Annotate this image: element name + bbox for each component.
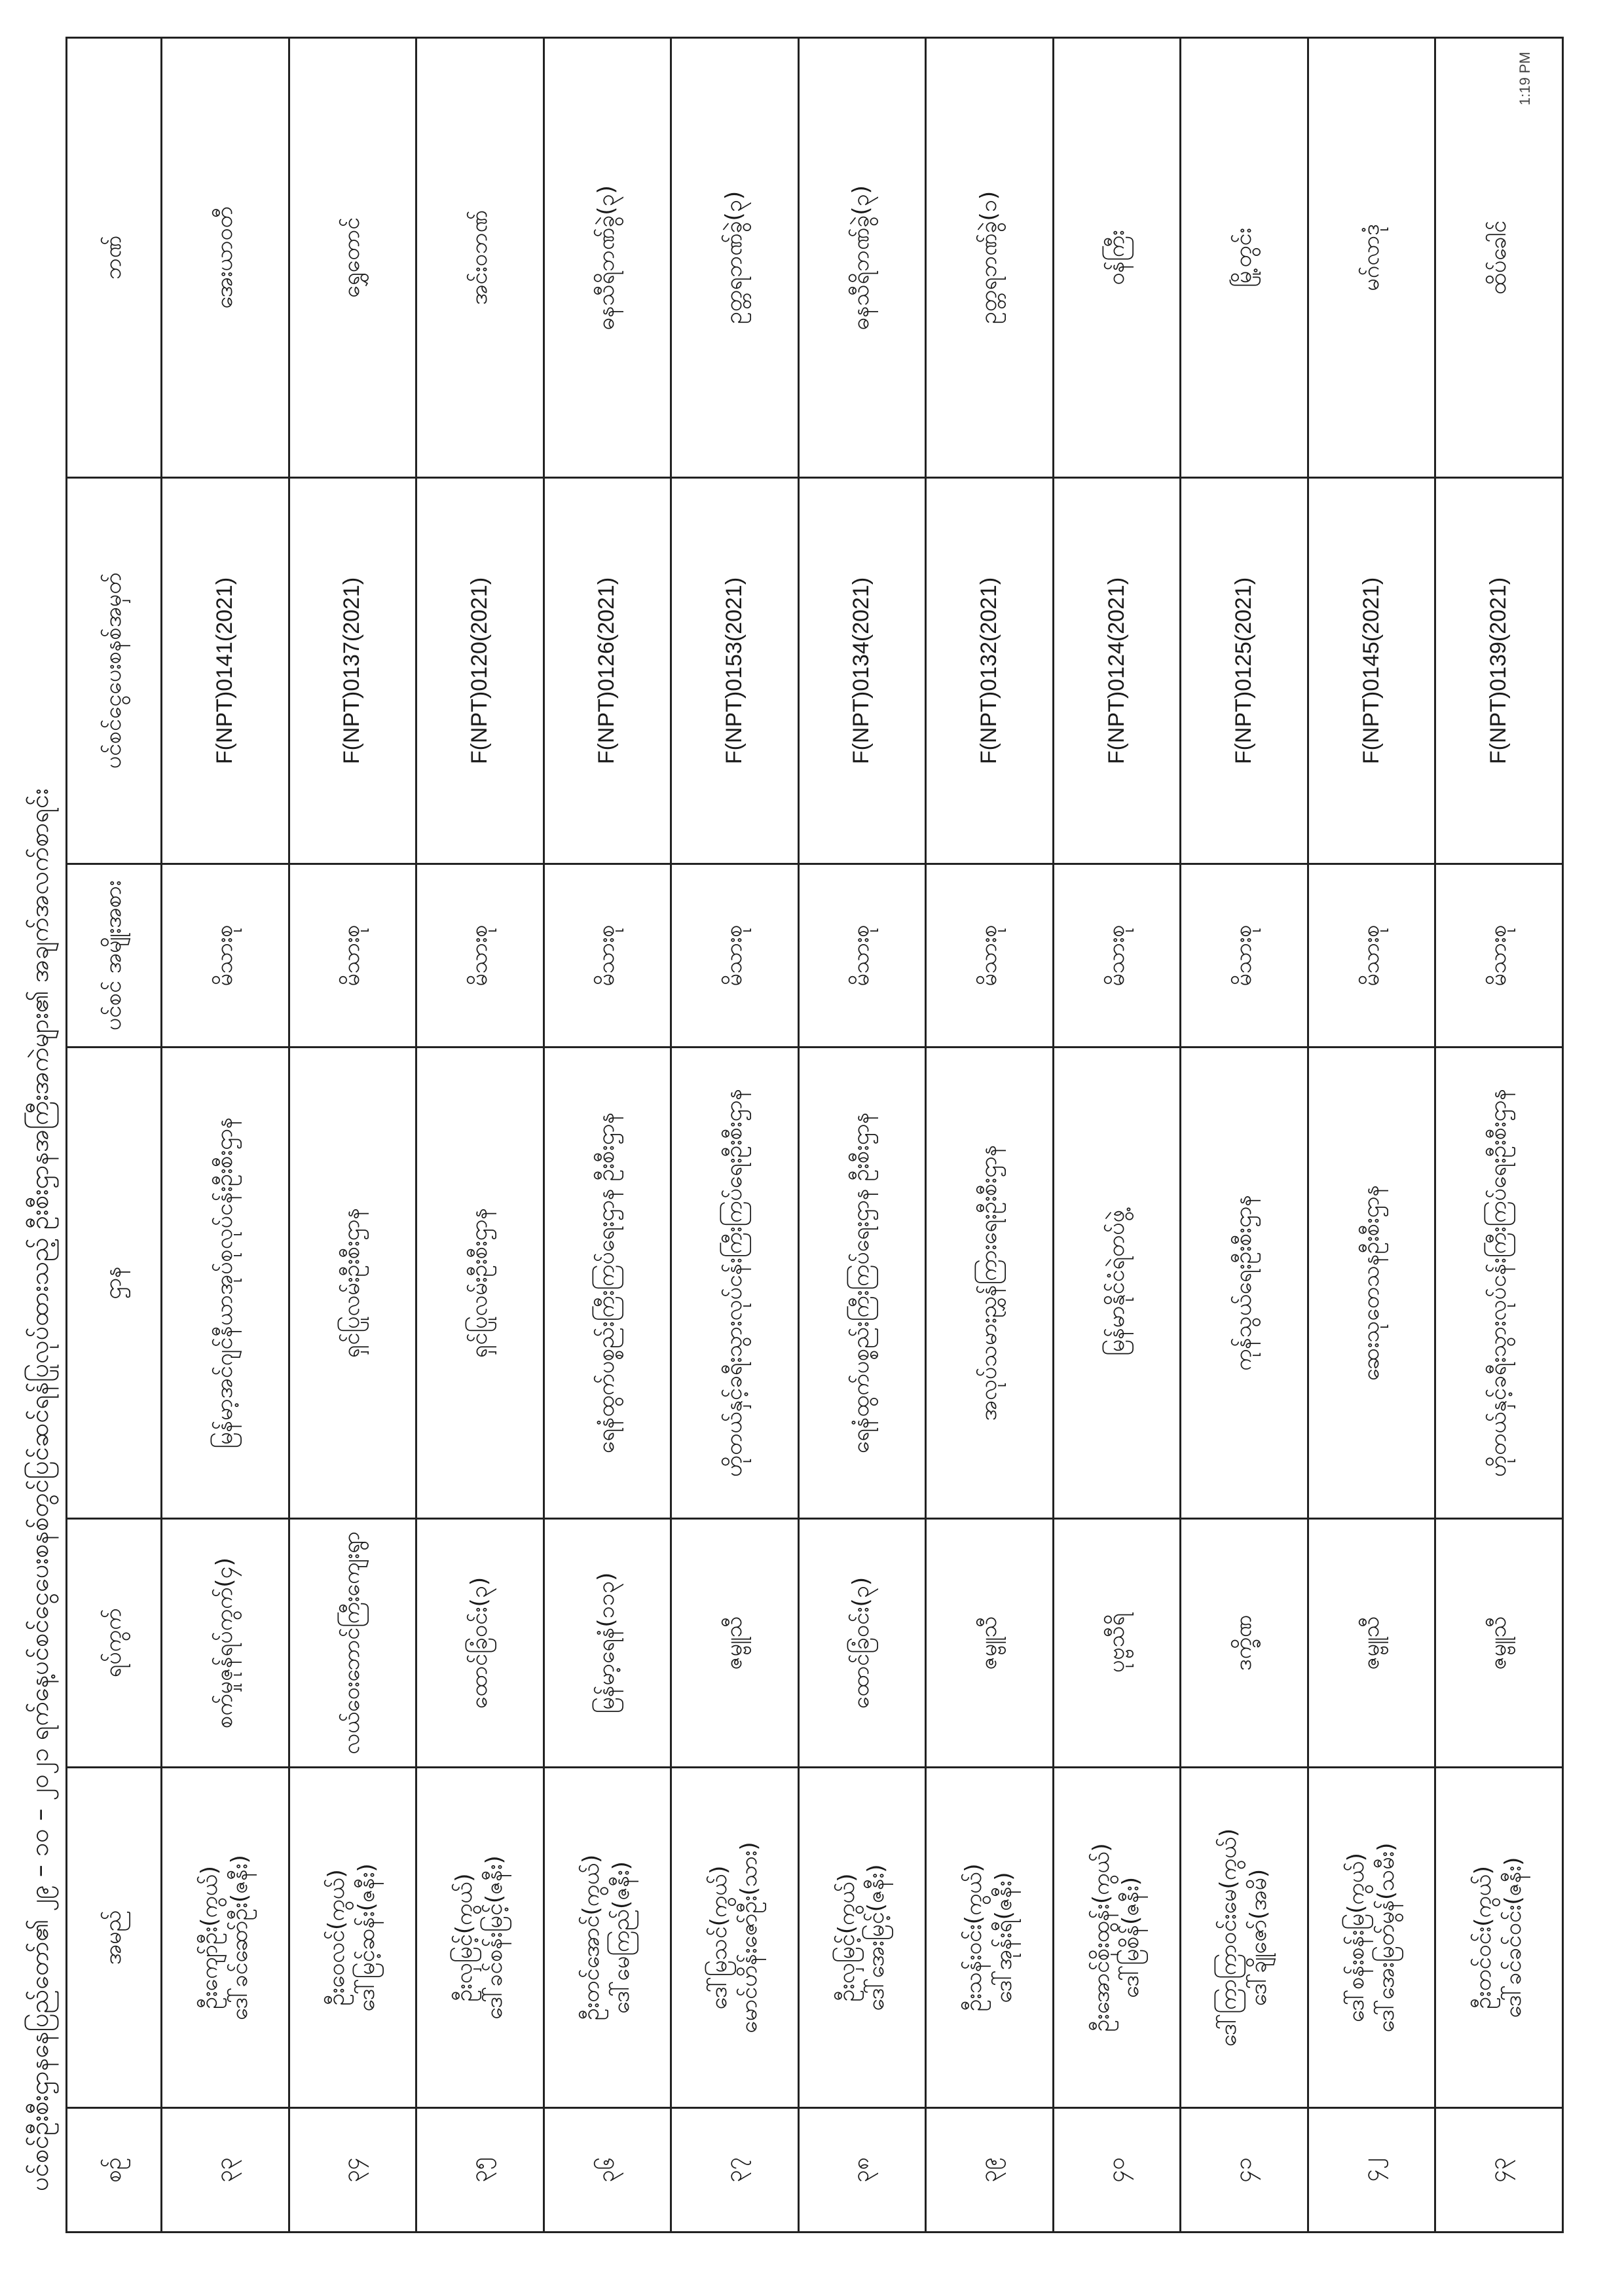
row-no: ၃၉ (926, 2108, 1054, 2232)
row-bank: ရွှေတောင် (289, 38, 416, 478)
table-row (289, 38, 416, 2232)
row-pension-no: F(NPT)0120(2021) (416, 478, 544, 864)
row-bank: မဂ်လာဒုံ (1308, 38, 1435, 478)
row-pension-type: မိသားစု (798, 864, 926, 1048)
row-name-primary: ဦးလှမြင့်(ကွယ်) (451, 1873, 477, 2002)
row-department: ရှင်ပြုလမ်းဦးစီးဌာန (289, 1048, 416, 1519)
row-name-primary: ဒေါ်ကြာကြာဝင်းမေ(ကွယ်) (1215, 1828, 1242, 2047)
row-name-secondary: ဒေါ်အေးမြတ်မွန်(သမီး) (1373, 1842, 1399, 2033)
row-name-primary: ဦးအောင်စိုးထွန်း(ကွယ်) (1088, 1843, 1115, 2032)
table-row (162, 38, 289, 2232)
row-department: မြန်မာနိုင်ငံရဲတပ်ဖွဲ့ (1053, 1048, 1181, 1519)
row-no: ၃၆ (544, 2108, 671, 2232)
row-bank: ဥတ္တရဘဏ်ခွဲ(၁) (926, 38, 1054, 478)
row-address: မြန်မာ့ရေနံ(၁၁၃) (544, 1519, 671, 1768)
row-name (1053, 1768, 1181, 2108)
row-bank: ဓနသီရိဘဏ်ခွဲ(၃) (798, 38, 926, 478)
table-row (926, 38, 1054, 2232)
row-name-primary: ဦးဝေလင်(ကွယ်) (323, 1869, 350, 2006)
row-name (1435, 1768, 1563, 2108)
row-name (926, 1768, 1054, 2108)
row-pension-no: F(NPT)0141(2021) (162, 478, 289, 864)
row-pension-no: F(NPT)0124(2021) (1053, 478, 1181, 864)
table-row (1435, 38, 1563, 2232)
row-department: ဆေးသုတေသနဦးစီးဌာန (1308, 1048, 1435, 1519)
row-name-secondary: ဒေါ်မေကြည်(ဇနီး) (608, 1861, 635, 2014)
row-pension-no: F(NPT)0145(2021) (1308, 478, 1435, 864)
table-body (162, 38, 1563, 2232)
header-pension-type: ပင်စင် အမျိုးအစား (67, 864, 162, 1048)
row-no: ၃၇ (671, 2108, 799, 2232)
row-no: ၃၃ (162, 2108, 289, 2232)
row-bank: ဥတ္တရဘဏ်ခွဲ(၃) (671, 38, 799, 478)
pension-table (65, 37, 1564, 2233)
row-pension-no: F(NPT)0126(2021) (544, 478, 671, 864)
row-address: ဇမ္ဗူသီ (1435, 1519, 1563, 1768)
row-pension-type: မိသားစု (162, 864, 289, 1048)
row-department: ဟိုတယ်နှင့်ခရီးသွားလုပ်ငန်းကြီးကြပ်ရေးဦးစီးဌာန (671, 1048, 799, 1519)
row-name (671, 1768, 799, 2108)
row-pension-type: မိသားစု (416, 864, 544, 1048)
row-department: ကုန်သွယ်ရေးဦးစီးဌာန (1181, 1048, 1308, 1519)
table-row (671, 38, 799, 2232)
header-bank: ဘဏ် (67, 38, 162, 478)
row-pension-no: F(NPT)0139(2021) (1435, 478, 1563, 864)
row-no: ၄၀ (1053, 2108, 1181, 2232)
row-bank: မြို့တွင်း (1181, 38, 1308, 478)
table-row (1053, 38, 1181, 2232)
row-name-secondary: ဒေါ်ခင်ခင်ဝင်း(ဇနီး) (1500, 1857, 1527, 2018)
row-pension-no: F(NPT)0153(2021) (671, 478, 799, 864)
document-title: ပင်စင်ဦးစီးဌာနနေပြည်တော်၏ ၂၉ – ၁၀ – ၂၀၂၁ ရက်နေ့ပင်စင်ငွေပေးစနစ်တွင်ပြင်ဆင်ရန်ပြုလုပ်ထားသည့် ဦးစီးဌာနအကြီးအကဲများ၏ အချက်အလက်စာရင်း (25, 788, 54, 2191)
table-header-row (67, 38, 162, 2232)
row-address: ဇမ္ဗူသီ (926, 1519, 1054, 1768)
row-name (1308, 1768, 1435, 2108)
row-bank: ဝန်ကြီး (1053, 38, 1181, 478)
header-address: ရပ်ကွက် (67, 1519, 162, 1768)
row-name (289, 1768, 416, 2108)
row-address: စက်မှုဇုန်ရပ်ကွက်(၄) (162, 1519, 289, 1768)
row-department: ရေနံထွက်ပစ္စည်းကြီးကြပ်ရေးဌာန ဦးစီးဌာန (798, 1048, 926, 1519)
row-name (162, 1768, 289, 2108)
row-address: ဒက္ခိဏ (1181, 1519, 1308, 1768)
row-no: ၃၈ (798, 2108, 926, 2232)
row-pension-no: F(NPT)0137(2021) (289, 478, 416, 864)
row-name-primary: ဒေါ်မြသင်(ကွယ်) (706, 1865, 732, 2010)
row-name (1181, 1768, 1308, 2108)
row-pension-type: မိသားစု (1435, 864, 1563, 1048)
table-row (798, 38, 926, 2232)
timestamp: 1:19 PM (1517, 52, 1533, 105)
row-name-primary: ဦးလှမြင့်(ကွယ်) (833, 1873, 860, 2002)
row-pension-type: မိသားစု (1053, 864, 1181, 1048)
row-department: ဟိုတယ်နှင့်ခရီးသွားလုပ်ငန်းကြီးကြပ်ရေးဦးစီးဌာန (1435, 1048, 1563, 1519)
row-pension-type: မိသားစု (926, 864, 1054, 1048)
row-name-secondary: ဒေါ်မြစိန်(ဇနီး) (1118, 1876, 1145, 1999)
row-name-primary: ဦးသန်းဝင်း(ကွယ်) (961, 1863, 987, 2012)
row-pension-type: မိသားစု (1181, 864, 1308, 1048)
row-name-secondary: မောင်ဟိန်းဇော်ဦး(သား) (735, 1842, 762, 2033)
row-name-primary: ဦးကျော်ဦး(ကွယ်) (196, 1866, 223, 2009)
row-pension-type: မိသားစု (1308, 864, 1435, 1048)
row-name-primary: ဦးတင်ဝင်း(ကွယ်) (1470, 1866, 1497, 2009)
row-address: ဇမ္ဗူသီ (671, 1519, 799, 1768)
row-bank: အေးယာဝတီ (162, 38, 289, 478)
row-no: ၃၄ (289, 2108, 416, 2232)
row-name-secondary: ဒေါ်ခင်စန်းမြင့်(ဇနီး) (481, 1855, 507, 2020)
row-no: ၄၁ (1181, 2108, 1308, 2232)
row-name-secondary: ဒေါ်အေးမြင့်(ဇနီး) (863, 1864, 890, 2011)
row-name-secondary: ဒေါ်ချိုဇော်(အမိ) (1246, 1868, 1272, 2007)
header-name: အမည် (67, 1768, 162, 2108)
row-pension-no: F(NPT)0132(2021) (926, 478, 1054, 864)
row-address: ပုဗ္ဗသီရိ (1053, 1519, 1181, 1768)
row-name (544, 1768, 671, 2108)
row-bank: ထိပ်ခေါင် (1435, 38, 1563, 478)
row-address: ထောင်ခြံဝင်း(၃) (798, 1519, 926, 1768)
row-no: ၃၅ (416, 2108, 544, 2232)
row-no: ၄၂ (1308, 2108, 1435, 2232)
row-name-primary: ဒေါ်စန်းစန်းမြ(ကွယ်) (1342, 1853, 1369, 2022)
row-pension-type: မိသားစု (671, 864, 799, 1048)
row-department: မြန်မာ့အင်ဂျင်နီယာအုပ်စုလုပ်ငန်းဦးစီးဌာန (162, 1048, 289, 1519)
table-row (1308, 38, 1435, 2232)
row-bank: ဓနသီရိဘဏ်ခွဲ(၃) (544, 38, 671, 478)
table-row (1181, 38, 1308, 2232)
row-no: ၄၃ (1435, 2108, 1563, 2232)
row-address: လယ်ဝေးဘောင်ကြီးကျေးရွာ (289, 1519, 416, 1768)
table-row (416, 38, 544, 2232)
row-department: ရေနံထွက်ပစ္စည်းကြီးကြပ်ရေးဌာန ဦးစီးဌာန (544, 1048, 671, 1519)
row-department: ရှင်ပြုလမ်းဦးစီးဌာန (416, 1048, 544, 1519)
row-department: အလုပ်သမားညွှန်ကြားရေးဦးစီးဌာန (926, 1048, 1054, 1519)
row-name (416, 1768, 544, 2108)
row-pension-no: F(NPT)0134(2021) (798, 478, 926, 864)
header-pension-no: ပင်စင်ငွေပေးစနစ်အမှတ် (67, 478, 162, 864)
row-name-primary: ဦးတင်အောင်(ကွယ်) (578, 1854, 605, 2021)
row-pension-type: မိသားစု (544, 864, 671, 1048)
row-pension-no: F(NPT)0125(2021) (1181, 478, 1308, 864)
row-name-secondary: ဒေါ်အုန်းရီ(ဇနီး) (990, 1872, 1017, 2003)
row-name-secondary: ဒေါ်မြင့်ဆန်း(ဇနီး) (354, 1863, 380, 2012)
table-row (544, 38, 671, 2232)
row-name (798, 1768, 926, 2108)
row-pension-type: မိသားစု (289, 864, 416, 1048)
row-name-secondary: ဒေါ်ခင်ဆော်ဦး(ဇနီး) (226, 1855, 253, 2020)
row-address: ဇမ္ဗူသီ (1308, 1519, 1435, 1768)
row-bank: အင်းဝဘဏ် (416, 38, 544, 478)
header-department: ဌာန (67, 1048, 162, 1519)
header-no: စဉ် (67, 2108, 162, 2232)
row-address: ထောင်ခြံဝင်း(၃) (416, 1519, 544, 1768)
